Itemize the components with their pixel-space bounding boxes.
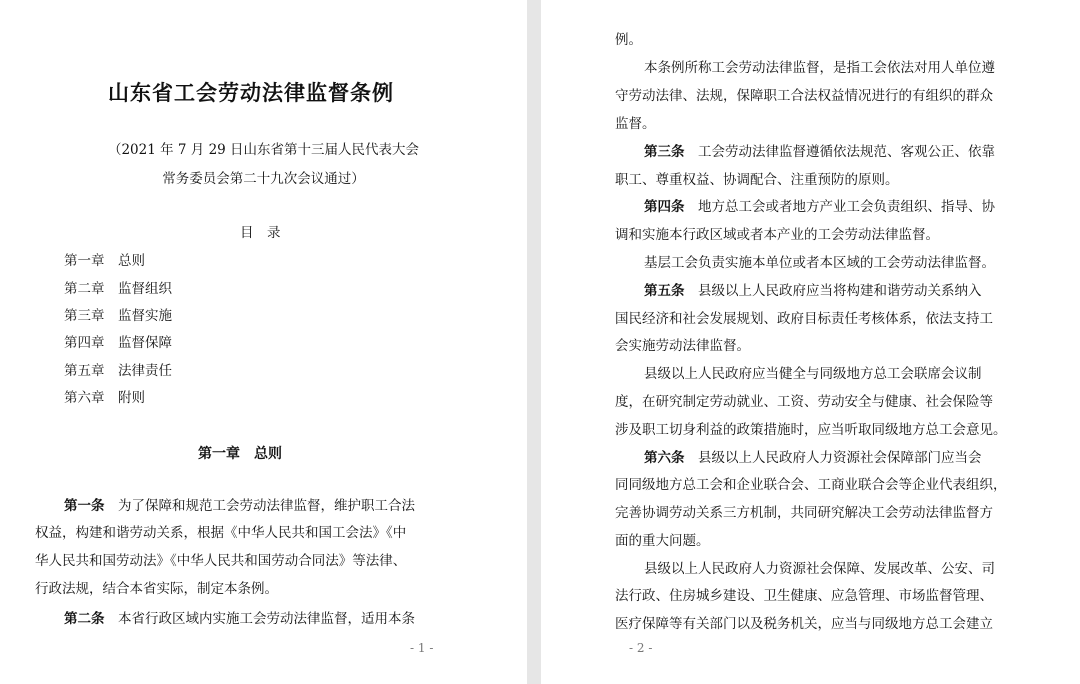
article-6-line-2: 同同级地方总工会和企业联合会、工商业联合会等企业代表组织，	[615, 477, 1007, 493]
article-4-line-1: 第四条 地方总工会或者地方产业工会负责组织、指导、协	[644, 199, 995, 215]
toc-item-chapter-5[interactable]: 第五章 法律责任	[64, 363, 172, 379]
toc-item-chapter-2[interactable]: 第二章 监督组织	[64, 281, 172, 297]
article-5-label: 第五条	[644, 283, 685, 299]
page-number-2: - 2 -	[629, 641, 653, 655]
article-6-line-4: 面的重大问题。	[615, 533, 710, 549]
document-title: 山东省工会劳动法律监督条例	[108, 80, 394, 105]
article-2-label: 第二条	[64, 611, 105, 627]
page2-line-2: 本条例所称工会劳动法律监督，是指工会依法对用人单位遵	[644, 60, 995, 76]
article-6-line-5: 县级以上人民政府人力资源社会保障、发展改革、公安、司	[644, 561, 995, 577]
chapter-1-heading: 第一章 总则	[198, 446, 282, 462]
page2-line-4: 监督。	[615, 116, 656, 132]
article-4-line-2: 调和实施本行政区域或者本产业的工会劳动法律监督。	[615, 227, 939, 243]
article-6-line-6: 法行政、住房城乡建设、卫生健康、应急管理、市场监督管理、	[615, 588, 993, 604]
article-4-label: 第四条	[644, 199, 685, 215]
article-5-line-6: 涉及职工切身利益的政策措施时，应当听取同级地方总工会意见。	[615, 422, 1007, 438]
page-1[interactable]	[0, 0, 527, 684]
adoption-note-line-1: （2021 年 7 月 29 日山东省第十三届人民代表大会	[107, 142, 420, 158]
toc-title: 目 录	[240, 225, 281, 241]
adoption-note-line-2: 常务委员会第二十九次会议通过）	[162, 171, 365, 187]
article-5-line-2: 国民经济和社会发展规划、政府目标责任考核体系，依法支持工	[615, 311, 993, 327]
article-1-line-3: 华人民共和国劳动法》《中华人民共和国劳动合同法》等法律、	[35, 553, 407, 569]
article-3-line-2: 职工、尊重权益、协调配合、注重预防的原则。	[615, 172, 899, 188]
toc-item-chapter-3[interactable]: 第三章 监督实施	[64, 308, 172, 324]
page-2[interactable]	[541, 0, 1080, 684]
article-1-line-1: 第一条 为了保障和规范工会劳动法律监督，维护职工合法	[64, 498, 415, 514]
page2-line-1: 例。	[615, 32, 642, 48]
article-1-label: 第一条	[64, 498, 105, 514]
article-1-line-2: 权益，构建和谐劳动关系，根据《中华人民共和国工会法》《中	[35, 525, 407, 541]
article-3-label: 第三条	[644, 144, 685, 160]
toc-item-chapter-1[interactable]: 第一章 总则	[64, 253, 145, 269]
article-4-line-3: 基层工会负责实施本单位或者本区域的工会劳动法律监督。	[644, 255, 995, 271]
toc-item-chapter-6[interactable]: 第六章 附则	[64, 390, 145, 406]
article-5-line-1: 第五条 县级以上人民政府应当将构建和谐劳动关系纳入	[644, 283, 982, 299]
article-1-line-4: 行政法规，结合本省实际，制定本条例。	[35, 581, 278, 597]
article-5-line-4: 县级以上人民政府应当健全与同级地方总工会联席会议制	[644, 366, 982, 382]
page-number-1: - 1 -	[410, 641, 434, 655]
article-6-line-7: 医疗保障等有关部门以及税务机关，应当与同级地方总工会建立	[615, 616, 993, 632]
page2-line-3: 守劳动法律、法规，保障职工合法权益情况进行的有组织的群众	[615, 88, 993, 104]
toc-item-chapter-4[interactable]: 第四章 监督保障	[64, 335, 172, 351]
article-6-line-3: 完善协调劳动关系三方机制，共同研究解决工会劳动法律监督方	[615, 505, 993, 521]
article-5-line-3: 会实施劳动法律监督。	[615, 338, 750, 354]
article-5-line-5: 度，在研究制定劳动就业、工资、劳动安全与健康、社会保险等	[615, 394, 993, 410]
article-6-line-1: 第六条 县级以上人民政府人力资源社会保障部门应当会	[644, 450, 982, 466]
article-3-line-1: 第三条 工会劳动法律监督遵循依法规范、客观公正、依靠	[644, 144, 995, 160]
article-6-label: 第六条	[644, 450, 685, 466]
article-2-line-1: 第二条 本省行政区域内实施工会劳动法律监督，适用本条	[64, 611, 415, 627]
